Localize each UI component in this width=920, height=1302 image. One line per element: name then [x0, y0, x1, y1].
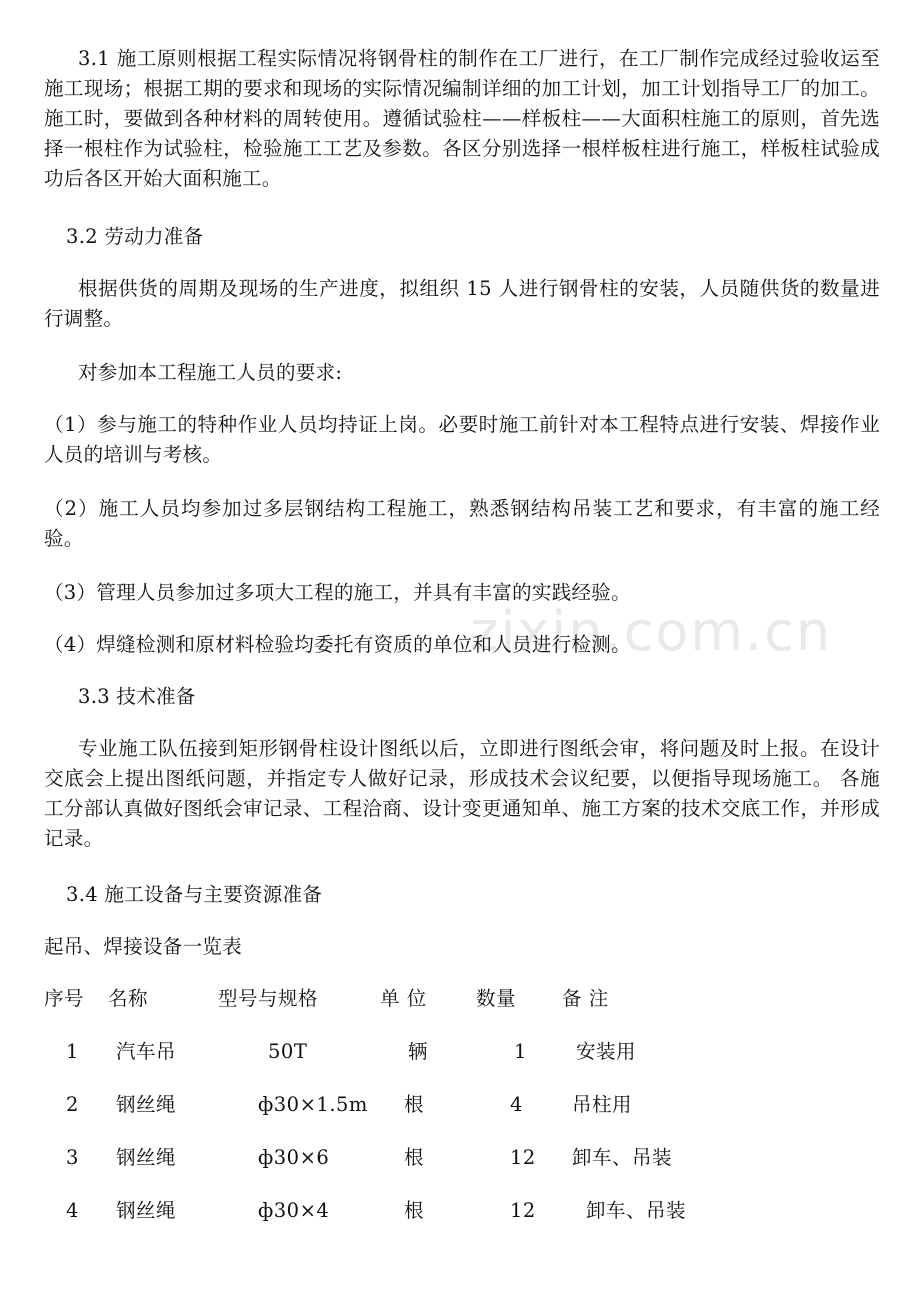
table-row-4-remark: 卸车、吊装: [586, 1199, 687, 1222]
table-row-4-index: 4: [66, 1199, 79, 1222]
table-header-remark: 备 注: [562, 987, 609, 1010]
table-row-2-index: 2: [66, 1093, 79, 1116]
requirements-intro: 对参加本工程施工人员的要求:: [78, 361, 343, 384]
watermark: zixin.com.cn: [470, 600, 833, 663]
table-row-3-spec: ф30×6: [258, 1146, 330, 1169]
table-row-3-index: 3: [66, 1146, 79, 1169]
table-row-1-quantity: 1: [514, 1040, 527, 1063]
table-row-2-name: 钢丝绳: [116, 1093, 177, 1116]
table-row-4-unit: 根: [404, 1199, 425, 1222]
table-header-index: 序号: [44, 987, 85, 1010]
section-3-2-paragraph: 根据供货的周期及现场的生产进度，拟组织 15 人进行钢骨柱的安装，人员随供货的数量进行调整。: [44, 277, 880, 330]
table-header-spec: 型号与规格: [218, 987, 319, 1010]
table-row-4-name: 钢丝绳: [116, 1199, 177, 1222]
requirement-item-2: （2）施工人员均参加过多层钢结构工程施工，熟悉钢结构吊装工艺和要求，有丰富的施工经验。: [44, 497, 880, 550]
table-header-name: 名称: [108, 987, 149, 1010]
table-row-1-unit: 辆: [408, 1040, 429, 1063]
table-row-3-unit: 根: [404, 1146, 425, 1169]
table-row-2-spec: ф30×1.5m: [258, 1093, 368, 1116]
table-header-unit: 单 位: [380, 987, 427, 1010]
section-3-3-heading: 3.3 技术准备: [78, 685, 196, 708]
requirement-item-3: （3）管理人员参加过多项大工程的施工，并具有丰富的实践经验。: [44, 581, 631, 604]
table-header-quantity: 数量: [476, 987, 517, 1010]
table-row-1-spec: 50T: [268, 1040, 308, 1063]
section-3-3-paragraph: 专业施工队伍接到矩形钢骨柱设计图纸以后，立即进行图纸会审，将问题及时上报。在设计交底会上提出图纸问题，并指定专人做好记录，形成技术会议纪要，以便指导现场施工。 各施工分部认真做好图纸会审记录、工程洽商、设计变更通知单、施工方案的技术交底工作，并形成记录。: [44, 737, 880, 850]
section-3-1-paragraph: 3.1 施工原则根据工程实际情况将钢骨柱的制作在工厂进行，在工厂制作完成经过验收运至施工现场；根据工期的要求和现场的实际情况编制详细的加工计划，加工计划指导工厂的加工。施工时，要做到各种材料的周转使用。遵循试验柱——样板柱——大面积柱施工的原则，首先选择一根柱作为试验柱，检验施工工艺及参数。各区分别选择一根样板柱进行施工，样板柱试验成功后各区开始大面积施工。: [44, 47, 880, 190]
table-row-4-spec: ф30×4: [258, 1199, 330, 1222]
table-row-2-quantity: 4: [510, 1093, 523, 1116]
table-row-3-remark: 卸车、吊装: [572, 1146, 673, 1169]
requirement-item-1: （1）参与施工的特种作业人员均持证上岗。必要时施工前针对本工程特点进行安装、焊接作业人员的培训与考核。: [44, 413, 880, 466]
section-3-4-heading: 3.4 施工设备与主要资源准备: [66, 883, 323, 906]
table-row-1-index: 1: [66, 1040, 79, 1063]
table-row-1-name: 汽车吊: [116, 1040, 177, 1063]
table-row-2-remark: 吊柱用: [572, 1093, 633, 1116]
requirement-item-4: （4）焊缝检测和原材料检验均委托有资质的单位和人员进行检测。: [44, 633, 631, 656]
table-row-3-quantity: 12: [510, 1146, 536, 1169]
table-row-4-quantity: 12: [510, 1199, 536, 1222]
section-3-2-heading: 3.2 劳动力准备: [66, 225, 204, 248]
table-row-1-remark: 安装用: [576, 1040, 637, 1063]
table-title: 起吊、焊接设备一览表: [44, 935, 243, 958]
table-row-2-unit: 根: [404, 1093, 425, 1116]
table-row-3-name: 钢丝绳: [116, 1146, 177, 1169]
